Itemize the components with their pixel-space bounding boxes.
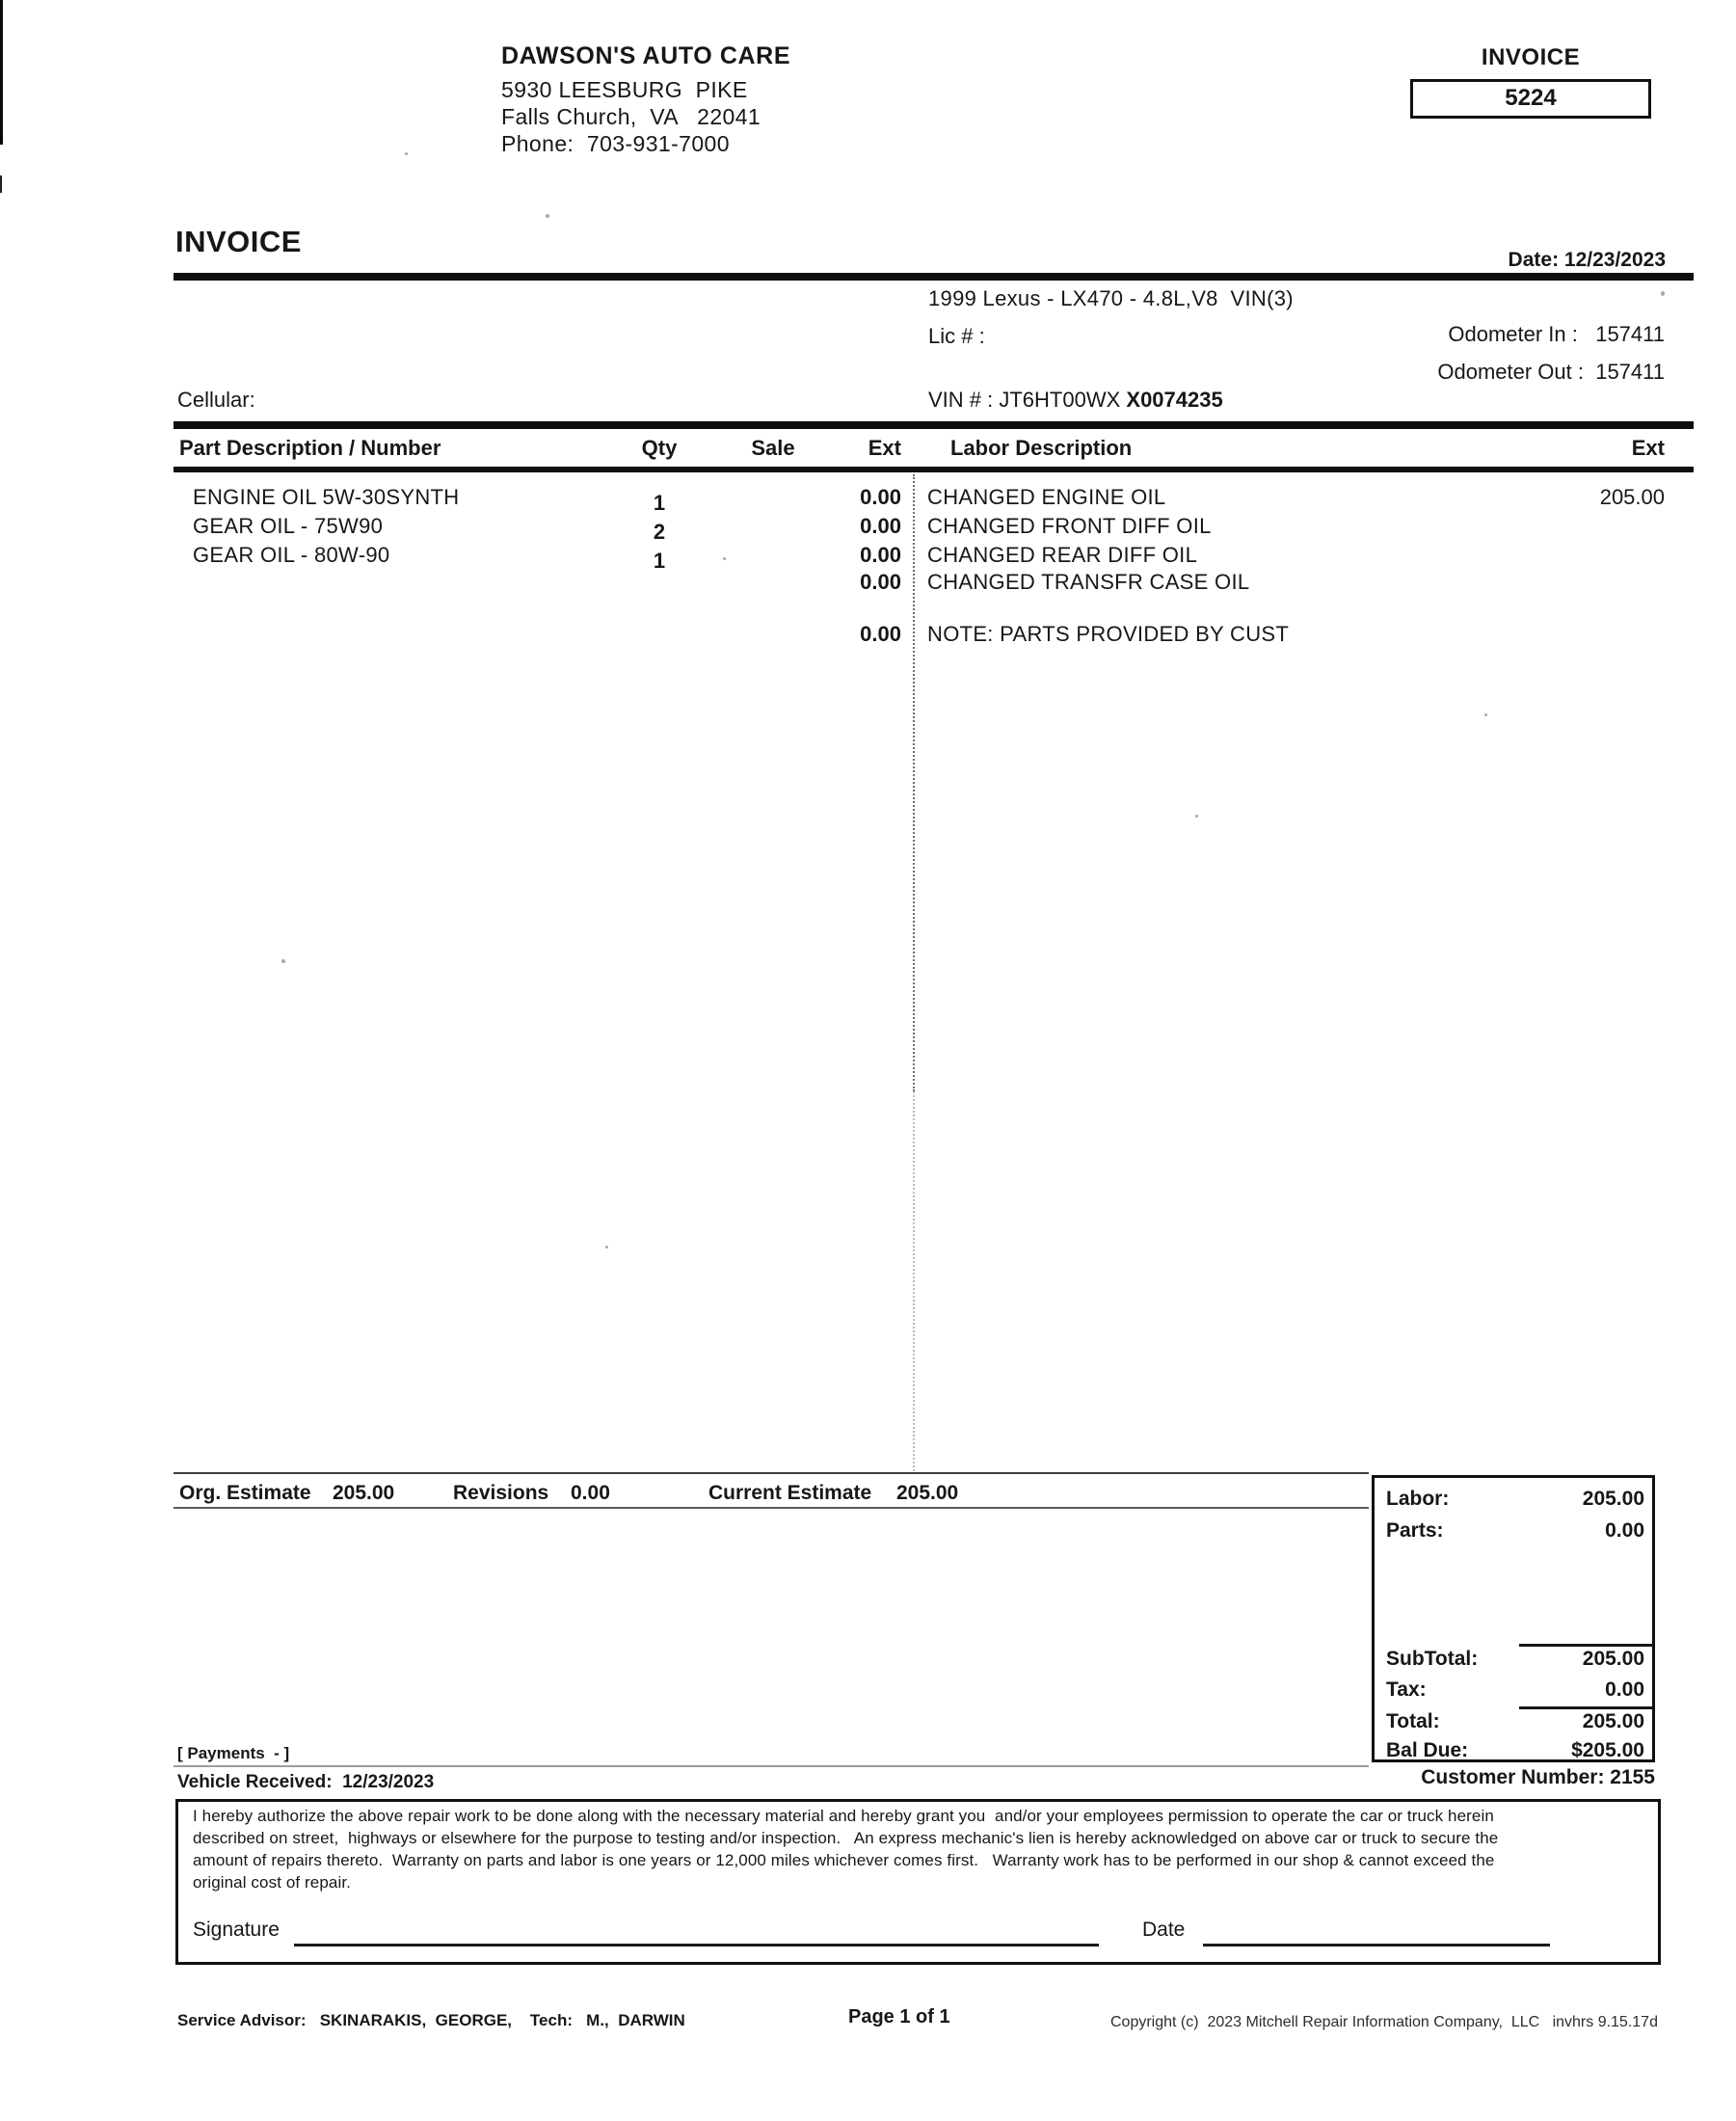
totals-row-parts [1375, 1519, 1652, 1544]
horizontal-rule [174, 273, 1694, 281]
subtotal-rule [1519, 1644, 1652, 1647]
service-advisor: Service Advisor: SKINARAKIS, GEORGE, Tech: M., DARWIN [177, 2011, 685, 2029]
tax-label: Tax: [1386, 1678, 1427, 1701]
shop-name: DAWSON'S AUTO CARE [501, 42, 791, 69]
org-estimate-label: Org. Estimate [179, 1482, 311, 1504]
scan-speck [1484, 713, 1487, 716]
labor-description: CHANGED FRONT DIFF OIL [927, 514, 1212, 538]
total-value: 205.00 [1582, 1710, 1644, 1732]
document-title: INVOICE [175, 225, 302, 258]
current-estimate-value: 205.00 [896, 1482, 959, 1504]
table-row [0, 622, 1736, 651]
page-number: Page 1 of 1 [848, 2006, 950, 2027]
odometer-out: Odometer Out : 157411 [1437, 360, 1665, 384]
scan-edge-artifact [0, 175, 2, 193]
vin-line [928, 388, 1223, 413]
scan-speck [1661, 291, 1665, 296]
authorization-text-line: I hereby authorize the above repair work to be done along with the necessary material and hereby grant you and/or your employees permission to operate the car or truck herein [193, 1807, 1494, 1825]
revisions-label: Revisions [453, 1482, 549, 1504]
table-row [0, 514, 1736, 543]
column-divider [913, 1091, 915, 1471]
invoice-number: 5224 [1505, 85, 1557, 111]
totals-row-total [1375, 1710, 1652, 1735]
col-header-qty: Qty [641, 436, 678, 460]
part-ext: 0.00 [860, 543, 901, 567]
col-header-ext: Ext [868, 436, 901, 460]
labor-note: NOTE: PARTS PROVIDED BY CUST [927, 622, 1290, 646]
labor-description: CHANGED REAR DIFF OIL [927, 543, 1198, 567]
totals-box [1372, 1475, 1655, 1762]
customer-number: Customer Number: 2155 [1421, 1766, 1655, 1788]
part-ext: 0.00 [860, 570, 901, 594]
authorization-text-line: described on street, highways or elsewhere for the purpose to testing and/or inspection. An express mechanic's lien is hereby acknowledged on above car or truck to secure the [193, 1829, 1499, 1847]
table-row [0, 543, 1736, 572]
signature-line [294, 1944, 1099, 1946]
total-rule [1519, 1706, 1652, 1709]
subtotal-label: SubTotal: [1386, 1648, 1479, 1670]
scan-speck [546, 214, 549, 218]
signature-date-label: Date [1142, 1919, 1186, 1941]
vehicle-description: 1999 Lexus - LX470 - 4.8L,V8 VIN(3) [928, 286, 1294, 310]
table-row [0, 570, 1736, 599]
shop-address-line2: Falls Church, VA 22041 [501, 104, 761, 129]
labor-description: CHANGED ENGINE OIL [927, 485, 1166, 509]
vin-prefix: VIN # : JT6HT00WX [928, 388, 1127, 412]
scan-speck [405, 152, 408, 155]
copyright: Copyright (c) 2023 Mitchell Repair Information Company, LLC invhrs 9.15.17d [1110, 2014, 1658, 2030]
part-name: ENGINE OIL 5W-30SYNTH [193, 485, 460, 509]
license-label: Lic # : [928, 324, 985, 348]
invoice-box-label: INVOICE [1481, 44, 1581, 70]
horizontal-rule [174, 467, 1694, 472]
parts-total-value: 0.00 [1605, 1519, 1644, 1542]
horizontal-rule [174, 421, 1694, 429]
part-ext: 0.00 [860, 622, 901, 646]
totals-row-bal-due [1375, 1739, 1652, 1764]
totals-row-tax [1375, 1678, 1652, 1704]
cellular-label: Cellular: [177, 388, 255, 412]
tax-value: 0.00 [1605, 1678, 1644, 1701]
subtotal-value: 205.00 [1582, 1648, 1644, 1670]
authorization-text-line: amount of repairs thereto. Warranty on parts and labor is one years or 12,000 miles whichever comes first. Warranty work has to be performed in our shop & cannot exceed the [193, 1851, 1495, 1869]
parts-total-label: Parts: [1386, 1519, 1444, 1542]
signature-date-line [1203, 1944, 1550, 1946]
horizontal-rule [174, 1472, 1369, 1474]
part-qty: 1 [653, 549, 666, 573]
org-estimate-value: 205.00 [333, 1482, 395, 1504]
labor-total-value: 205.00 [1582, 1488, 1644, 1510]
bal-due-label: Bal Due: [1386, 1739, 1469, 1761]
labor-ext: 205.00 [1599, 485, 1665, 509]
authorization-text-line: original cost of repair. [193, 1873, 351, 1892]
odometer-in: Odometer In : 157411 [1448, 322, 1665, 346]
signature-label: Signature [193, 1919, 280, 1941]
total-label: Total: [1386, 1710, 1440, 1732]
bal-due-value: $205.00 [1571, 1739, 1644, 1761]
col-header-sale: Sale [751, 436, 795, 460]
part-ext: 0.00 [860, 485, 901, 509]
totals-row-subtotal [1375, 1648, 1652, 1673]
revisions-value: 0.00 [571, 1482, 610, 1504]
vehicle-received: Vehicle Received: 12/23/2023 [177, 1772, 435, 1792]
scan-speck [1195, 815, 1198, 818]
part-name: GEAR OIL - 80W-90 [193, 543, 390, 567]
totals-row-labor [1375, 1488, 1652, 1513]
shop-address-line1: 5930 LEESBURG PIKE [501, 77, 748, 102]
part-qty: 2 [653, 520, 666, 544]
table-row [0, 485, 1736, 514]
part-qty: 1 [653, 491, 666, 515]
shop-phone: Phone: 703-931-7000 [501, 131, 730, 156]
col-header-labor-ext: Ext [1631, 436, 1665, 460]
part-ext: 0.00 [860, 514, 901, 538]
horizontal-rule [174, 1765, 1369, 1767]
payments-label: [ Payments - ] [177, 1744, 290, 1762]
horizontal-rule [174, 1507, 1369, 1509]
col-header-labor-description: Labor Description [950, 436, 1133, 460]
scan-edge-artifact [0, 0, 3, 145]
current-estimate-label: Current Estimate [708, 1482, 872, 1504]
scan-speck [605, 1246, 608, 1248]
col-header-part-description: Part Description / Number [179, 436, 441, 460]
labor-description: CHANGED TRANSFR CASE OIL [927, 570, 1250, 594]
labor-total-label: Labor: [1386, 1488, 1450, 1510]
vin-serial: X0074235 [1126, 388, 1223, 412]
scan-speck [281, 959, 285, 963]
invoice-date: Date: 12/23/2023 [1508, 249, 1666, 271]
part-name: GEAR OIL - 75W90 [193, 514, 384, 538]
